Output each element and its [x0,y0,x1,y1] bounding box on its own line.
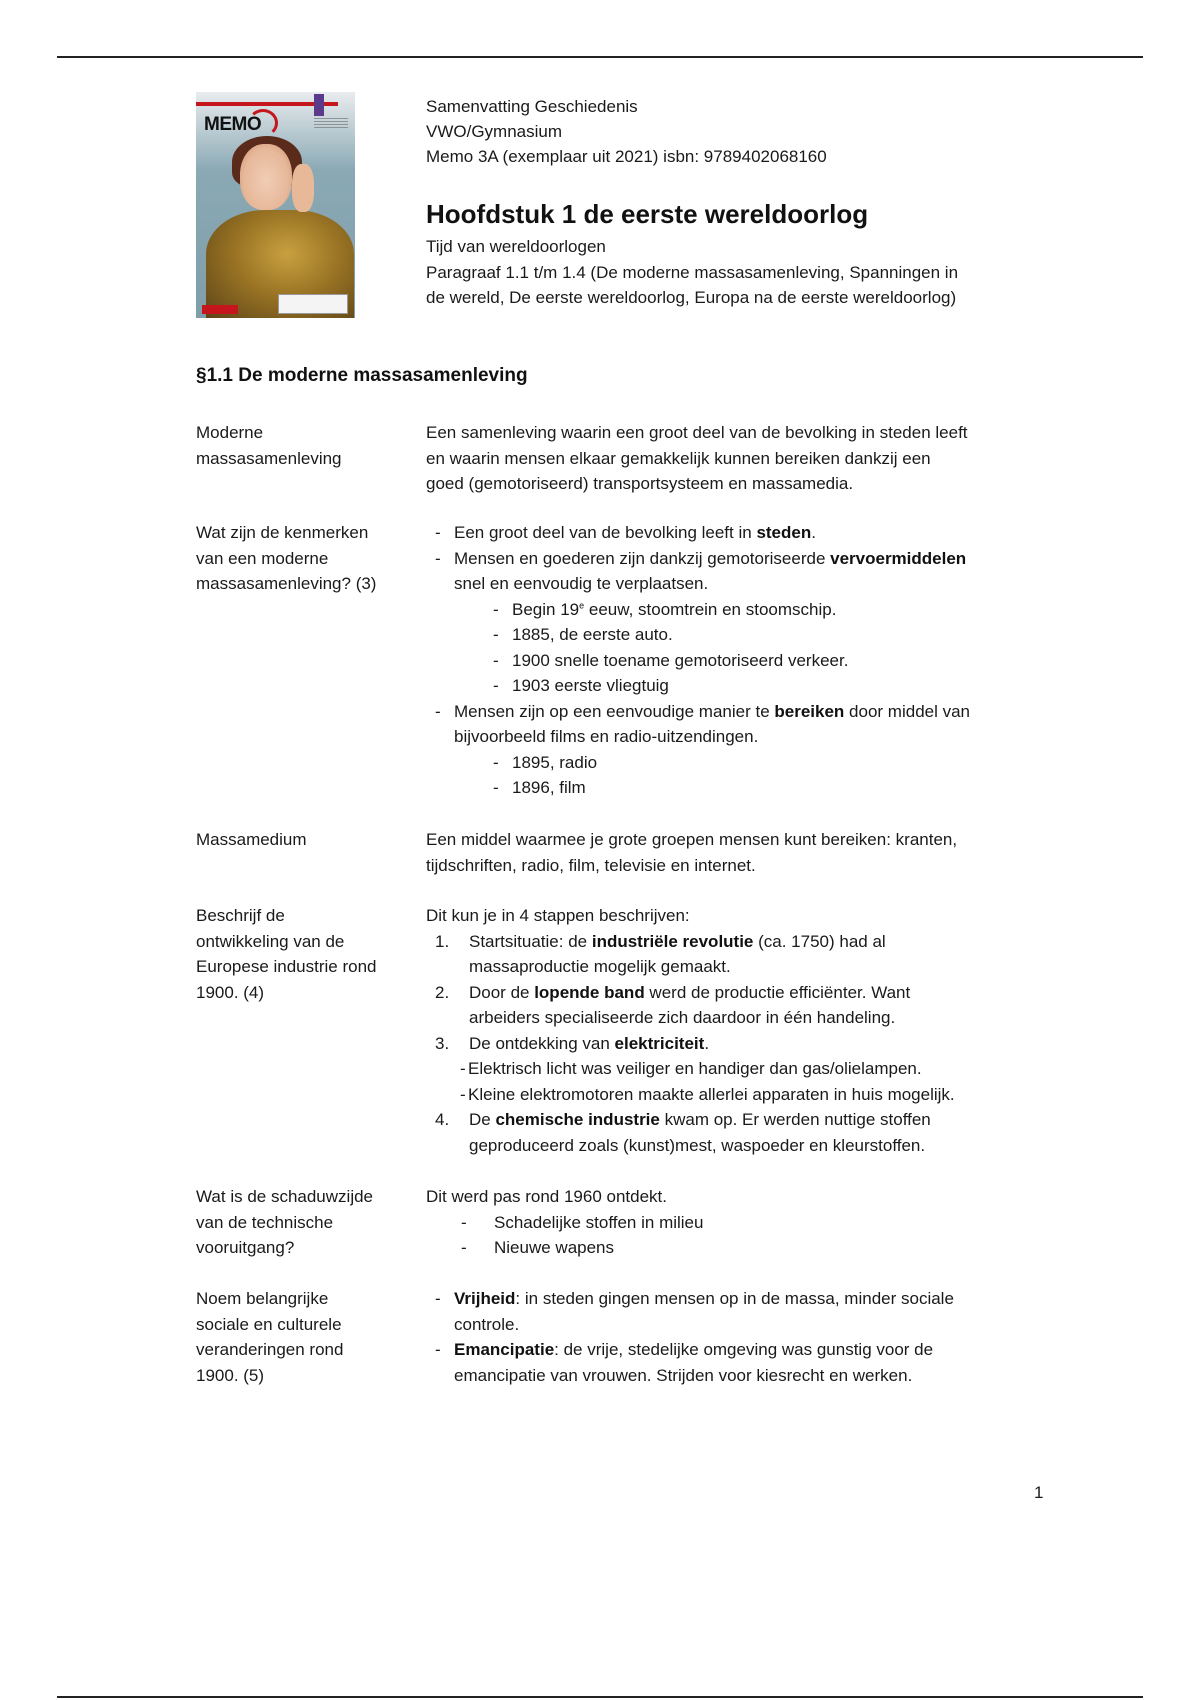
item-number: 2. [435,982,450,1002]
text: Mensen en goederen zijn dankzij gemotoriseerde [454,548,831,568]
term-line: 1900. (4) [196,982,265,1002]
term-line: veranderingen rond [196,1340,344,1359]
publisher-logo-accent [324,102,338,106]
item-number: 4. [435,1110,450,1129]
text: : in steden gingen mensen op in de massa, minder sociale [515,1289,954,1308]
bullet-item: - Schadelijke stoffen in milieu [426,1210,1036,1236]
bottom-rule [57,1696,1143,1698]
bold-term: Vrijheid [454,1289,516,1308]
term-line: massasamenleving? (3) [196,574,377,593]
text: . [811,523,816,542]
term-line: ontwikkeling van de [196,931,345,951]
def-line: goed (gemotoriseerd) transportsysteem en massamedia. [426,474,854,493]
chapter-paragraphs [426,260,1046,310]
meta-level: VWO/Gymnasium [426,122,563,141]
bullet-item [426,520,1036,546]
publisher-logo-icon [314,94,324,116]
def-line: en waarin mensen elkaar gemakkelijk kunnen bereiken dankzij een [426,448,931,468]
row-definition [426,1184,1036,1261]
sub-bullet-item: - 1885, de eerste auto. [426,622,1036,648]
page-number: 1 [1034,1483,1044,1502]
row-term [196,903,406,1005]
text: door middel van [844,701,971,721]
def-intro: Dit kun je in 4 stappen beschrijven: [426,906,690,925]
term-line: van de technische [196,1212,334,1232]
numbered-item [426,1107,1036,1158]
meta-book: Memo 3A (exemplaar uit 2021) isbn: 9789402068160 [426,147,827,166]
sub-bullet-item: - Kleine elektromotoren maakte allerlei apparaten in huis mogelijk. [426,1082,1036,1108]
bold-term: vervoermiddelen [830,548,967,568]
term-line: vooruitgang? [196,1238,295,1257]
sub-bullet-item: - Elektrisch licht was veiliger en handiger dan gas/olielampen. [426,1056,1036,1082]
bullet-item [426,1286,1036,1337]
term-line: van een moderne [196,548,329,568]
item-number: 3. [435,1033,450,1053]
chapter-title: Hoofdstuk 1 de eerste wereldoorlog [426,199,869,229]
bullet-item [426,699,1036,750]
bold-term: steden [756,523,812,542]
cover-red-bar [196,102,316,106]
numbered-item [426,929,1036,980]
term-line: Wat is de schaduwzijde [196,1187,374,1206]
bullet-item [426,1337,1036,1388]
def-line: Een middel waarmee je grote groepen mensen kunt bereiken: kranten, [426,830,958,849]
text: eeuw, stoomtrein en stoomschip. [584,599,837,619]
def-line: Een samenleving waarin een groot deel van de bevolking in steden leeft [426,423,968,442]
bold-term: lopende band [534,982,645,1002]
row-definition [426,1286,1036,1388]
term-line: sociale en culturele [196,1314,342,1334]
superscript: e [579,599,585,610]
cover-logo: MEMO [204,114,262,135]
top-rule [57,56,1143,58]
row-term [196,520,406,597]
cover-portrait-hand [292,164,314,212]
numbered-item [426,980,1036,1031]
text: controle. [454,1314,520,1334]
def-line: tijdschriften, radio, film, televisie en internet. [426,855,756,875]
text: arbeiders specialiseerde zich daardoor in één handeling. [469,1008,896,1027]
cover-name-label [278,294,348,314]
cover-logo-ring-icon [248,109,278,137]
sub-bullet-item: - 1896, film [426,775,1036,801]
cover-publisher-mark [202,305,238,314]
section-title: §1.1 De moderne massasamenleving [196,365,528,386]
text: werd de productie efficiënter. Want [644,982,911,1002]
bold-term: elektriciteit [614,1033,705,1053]
book-cover-image [196,92,355,318]
term-line: massasamenleving [196,448,342,468]
text: De ontdekking van [469,1033,615,1053]
text: . [704,1033,710,1053]
row-definition [426,420,1036,497]
chapter-era: Tijd van wereldoorlogen [426,237,606,256]
row-definition [426,520,1036,801]
row-term [196,1184,406,1261]
bold-term: Emancipatie [454,1340,555,1359]
row-term [196,1286,406,1388]
text: emancipatie van vrouwen. Strijden voor kiesrecht en werken. [454,1365,913,1385]
text: bijvoorbeeld films en radio-uitzendingen. [454,727,759,746]
row-definition [426,903,1036,1158]
row-term [196,420,406,471]
row-definition [426,827,1036,878]
text: : de vrije, stedelijke omgeving was gunstig voor de [554,1340,934,1359]
text: Startsituatie: de [469,931,592,951]
text: Begin 19 [512,599,580,619]
chapter-paragraphs-line: de wereld, De eerste wereldoorlog, Europa na de eerste wereldoorlog) [426,288,957,307]
cover-portrait-face [240,144,292,210]
row-term [196,827,406,853]
text: geproduceerd zoals (kunst)mest, waspoeder en kleurstoffen. [469,1135,926,1155]
term-line: Massamedium [196,830,307,849]
text: kwam op. Er werden nuttige stoffen [659,1110,931,1129]
text: (ca. 1750) had al [753,931,886,951]
bold-term: chemische industrie [495,1110,660,1129]
text: massaproductie mogelijk gemaakt. [469,957,731,976]
bold-term: industriële revolutie [591,931,754,951]
text: De [469,1110,496,1129]
bold-term: bereiken [774,701,845,721]
chapter-paragraphs-line: Paragraaf 1.1 t/m 1.4 (De moderne massasamenleving, Spanningen in [426,263,959,282]
bullet-item: - Nieuwe wapens [426,1235,1036,1261]
def-intro: Dit werd pas rond 1960 ontdekt. [426,1187,667,1206]
bullet-item [426,546,1036,597]
document-meta [426,94,827,169]
meta-subject: Samenvatting Geschiedenis [426,97,638,116]
text: Mensen zijn op een eenvoudige manier te [454,701,775,721]
sub-bullet-item: - 1903 eerste vliegtuig [426,673,1036,699]
publisher-logo-text [314,118,348,130]
term-line: Noem belangrijke [196,1289,329,1308]
sub-bullet-item: - 1900 snelle toename gemotoriseerd verkeer. [426,648,1036,674]
term-line: Wat zijn de kenmerken [196,523,369,542]
numbered-item [426,1031,1036,1057]
term-line: Beschrijf de [196,906,285,925]
item-number: 1. [435,931,450,951]
sub-bullet-item [426,597,1036,623]
term-line: 1900. (5) [196,1365,265,1385]
text: Door de [469,982,535,1002]
term-line: Moderne [196,423,264,442]
text: snel en eenvoudig te verplaatsen. [454,574,709,593]
term-line: Europese industrie rond [196,957,377,976]
text: Een groot deel van de bevolking leeft in [454,523,757,542]
sub-bullet-item: - 1895, radio [426,750,1036,776]
